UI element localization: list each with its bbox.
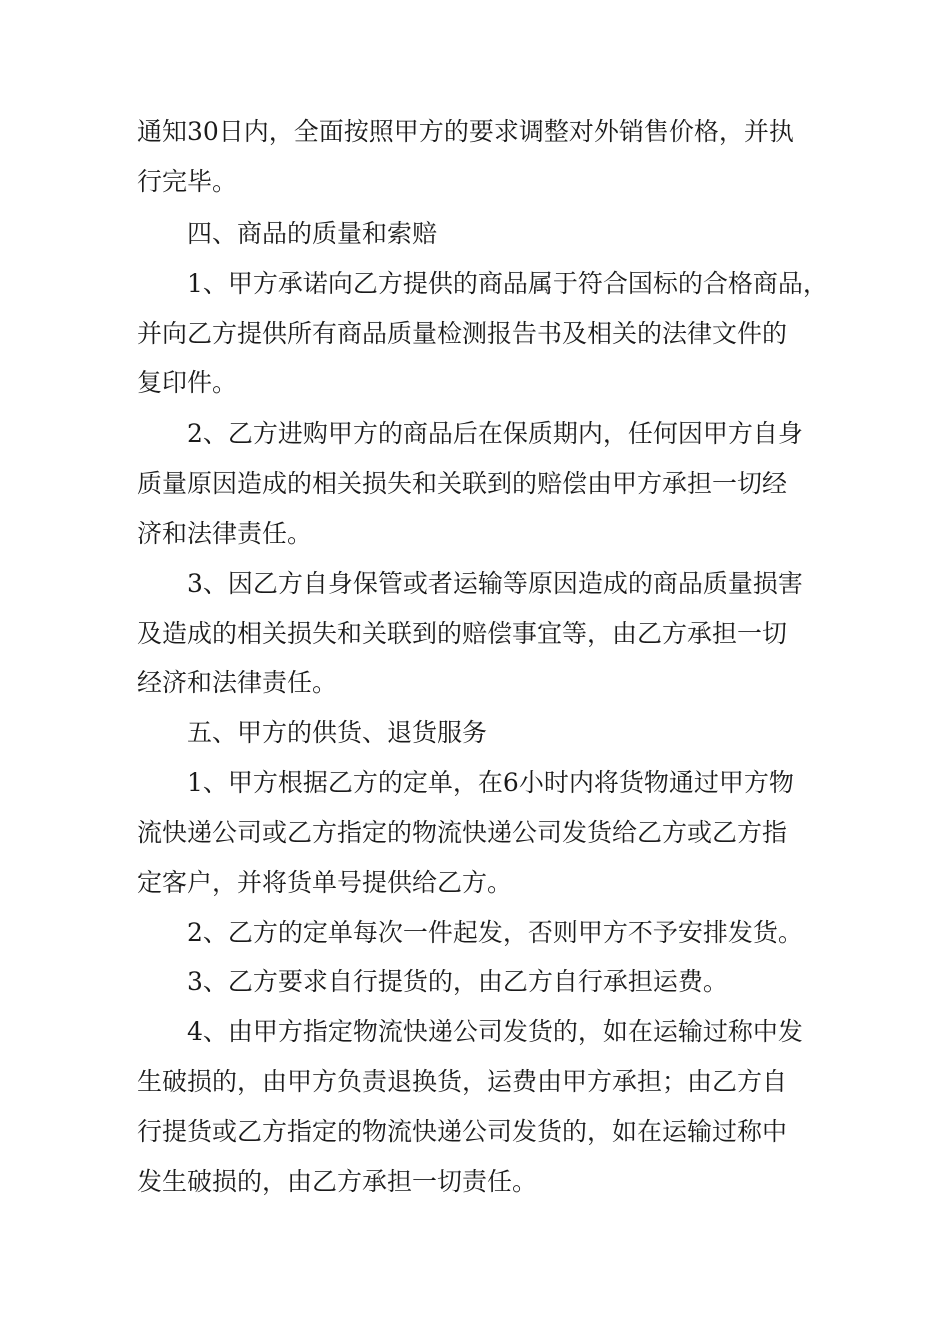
text-line: 质量原因造成的相关损失和关联到的赔偿由甲方承担一切经 xyxy=(137,469,788,498)
text-line: 经济和法律责任。 xyxy=(137,668,338,697)
text-line: 济和法律责任。 xyxy=(137,519,313,548)
section-heading: 四、商品的质量和索赔 xyxy=(187,219,438,248)
text-line: 2、乙方的定单每次一件起发，否则甲方不予安排发货。 xyxy=(187,918,803,947)
text-line: 复印件。 xyxy=(137,368,238,397)
text-line: 流快递公司或乙方指定的物流快递公司发货给乙方或乙方指 xyxy=(137,818,788,847)
text-line: 2、乙方进购甲方的商品后在保质期内，任何因甲方自身 xyxy=(187,419,803,448)
text-line: 通知30日内，全面按照甲方的要求调整对外销售价格，并执 xyxy=(137,117,794,146)
text-line: 发生破损的，由乙方承担一切责任。 xyxy=(137,1167,538,1196)
text-line: 及造成的相关损失和关联到的赔偿事宜等，由乙方承担一切 xyxy=(137,619,788,648)
text-line: 生破损的，由甲方负责退换货，运费由甲方承担；由乙方自 xyxy=(137,1067,788,1096)
text-line: 1、甲方根据乙方的定单，在6小时内将货物通过甲方物 xyxy=(187,768,794,797)
text-line: 3、因乙方自身保管或者运输等原因造成的商品质量损害 xyxy=(187,569,803,598)
text-line: 1、甲方承诺向乙方提供的商品属于符合国标的合格商品， xyxy=(187,269,828,298)
text-line: 定客户，并将货单号提供给乙方。 xyxy=(137,868,513,897)
section-heading: 五、甲方的供货、退货服务 xyxy=(187,718,488,747)
text-line: 3、乙方要求自行提货的，由乙方自行承担运费。 xyxy=(187,967,728,996)
text-line: 并向乙方提供所有商品质量检测报告书及相关的法律文件的 xyxy=(137,319,788,348)
text-line: 行提货或乙方指定的物流快递公司发货的，如在运输过称中 xyxy=(137,1117,788,1146)
text-line: 4、由甲方指定物流快递公司发货的，如在运输过称中发 xyxy=(187,1017,803,1046)
text-line: 行完毕。 xyxy=(137,167,238,196)
